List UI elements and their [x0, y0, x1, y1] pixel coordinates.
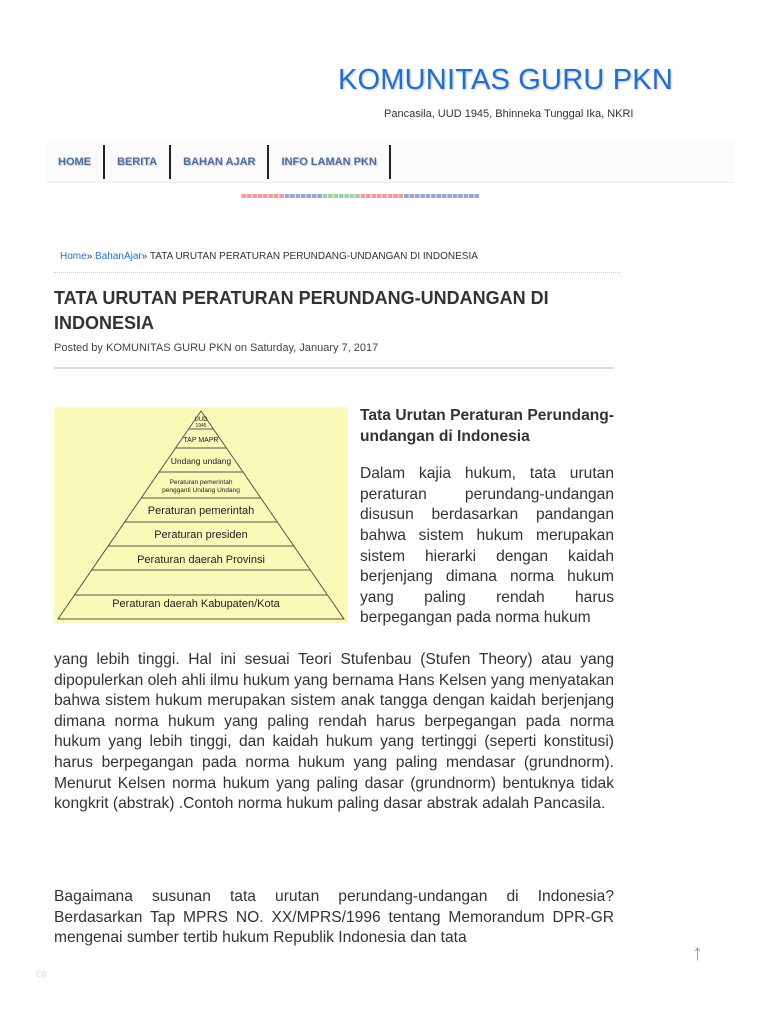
breadcrumb-home-link[interactable]: Home: [60, 251, 87, 262]
divider-segment: ========: [360, 192, 404, 202]
pyramid-level-uud-1945: UUD: [194, 417, 208, 423]
divider-segment: =======: [284, 192, 323, 202]
nav-item-info-laman-pkn[interactable]: INFO LAMAN PKN: [269, 145, 390, 179]
breadcrumb-separator: »: [141, 251, 150, 262]
corner-watermark: C8: [36, 970, 47, 979]
nav-item-bahan-ajar[interactable]: BAHAN AJAR: [171, 145, 269, 179]
post-header-divider: [54, 367, 614, 369]
divider-segment: =====: [403, 192, 431, 202]
back-to-top-icon[interactable]: ↑: [692, 940, 703, 965]
pyramid-level-perpu: Peraturan pemerintah: [169, 479, 233, 486]
article-paragraph-1-continued: yang lebih tinggi. Hal ini sesuai Teori Stufenbau (Stufen Theory) atau yang dipopulerkan oleh ahli ilmu hukum yang bernama Hans Kelsen yang menyatakan bahwa sistem hukum merupakan sistem anak tangga dengan kaidah berjenjang dimana norma hukum yang paling rendah harus berpegangan pada norma hukum yang lebih tinggi, dan kaidah hukum yang tertinggi (seperti konstitusi) harus berpegangan pada norma hukum yang paling mendasar (grundnorm). Menurut Kelsen norma hukum yang paling dasar (grundnorm) bentuknya tidak kongkrit (abstrak) .Contoh norma hukum paling dasar abstrak adalah Pancasila.: [54, 651, 614, 813]
pyramid-level-perda-kabupaten-kota: Peraturan daerah Kabupaten/Kota: [112, 598, 280, 610]
post-title: TATA URUTAN PERATURAN PERUNDANG-UNDANGAN DI INDONESIA: [54, 288, 549, 333]
pyramid-level-tap-mpr: TAP MAPR: [183, 437, 219, 444]
nav-item-berita[interactable]: BERITA: [105, 145, 171, 179]
decorative-divider: [241, 192, 479, 202]
hierarchy-pyramid-image: [54, 407, 348, 623]
divider-segment: =========: [430, 192, 480, 202]
pyramid-level-undang-undang: Undang undang: [170, 456, 232, 466]
post-meta: Posted by KOMUNITAS GURU PKN on Saturday, January 7, 2017: [54, 342, 379, 354]
article-paragraph-2: Bagaimana susunan tata urutan perundang-undangan di Indonesia? Berdasarkan Tap MPRS NO. XX/MPRS/1996 tentang Memorandum DPR-GR mengenai sumber tertib hukum Republik Indonesia dan tata: [54, 888, 614, 947]
nav-list: [46, 140, 734, 182]
breadcrumb-category-link[interactable]: BahanAjar: [95, 251, 142, 262]
breadcrumb: [60, 251, 478, 262]
site-tagline: Pancasila, UUD 1945, Bhinneka Tunggal Ika, NKRI: [384, 108, 634, 120]
pyramid-level-perda-provinsi: Peraturan daerah Provinsi: [137, 554, 265, 566]
pyramid-svg: [54, 407, 348, 623]
pyramid-level-uud-1945-line2: 1945: [195, 423, 207, 429]
breadcrumb-current: TATA URUTAN PERATURAN PERUNDANG-UNDANGAN DI INDONESIA: [149, 251, 478, 262]
intro-heading: Tata Urutan Peraturan Perundang-undangan di Indonesia: [360, 407, 614, 445]
divider-segment: =======: [322, 192, 361, 202]
breadcrumb-separator: »: [86, 251, 96, 262]
intro-text-column: [360, 406, 614, 629]
pyramid-level-peraturan-presiden: Peraturan presiden: [154, 529, 248, 541]
breadcrumb-divider: [54, 272, 620, 273]
article-paragraph-1-start: Dalam kajia hukum, tata urutan peraturan perundang-undangan disusun berdasarkan pandangan bahwa sistem hukum merupakan sistem hierarki dengan kaidah berjenjang dimana norma hukum yang paling rendah harus berpegangan pada norma hukum: [360, 465, 614, 627]
main-navigation: [46, 140, 734, 183]
pyramid-level-peraturan-pemerintah: Peraturan pemerintah: [147, 505, 255, 517]
pyramid-level-perpu-line2: pengganti Undang Undang: [162, 487, 240, 494]
divider-segment: ========: [241, 192, 285, 202]
site-title[interactable]: KOMUNITAS GURU PKN: [338, 64, 673, 96]
nav-item-home[interactable]: HOME: [46, 145, 105, 179]
